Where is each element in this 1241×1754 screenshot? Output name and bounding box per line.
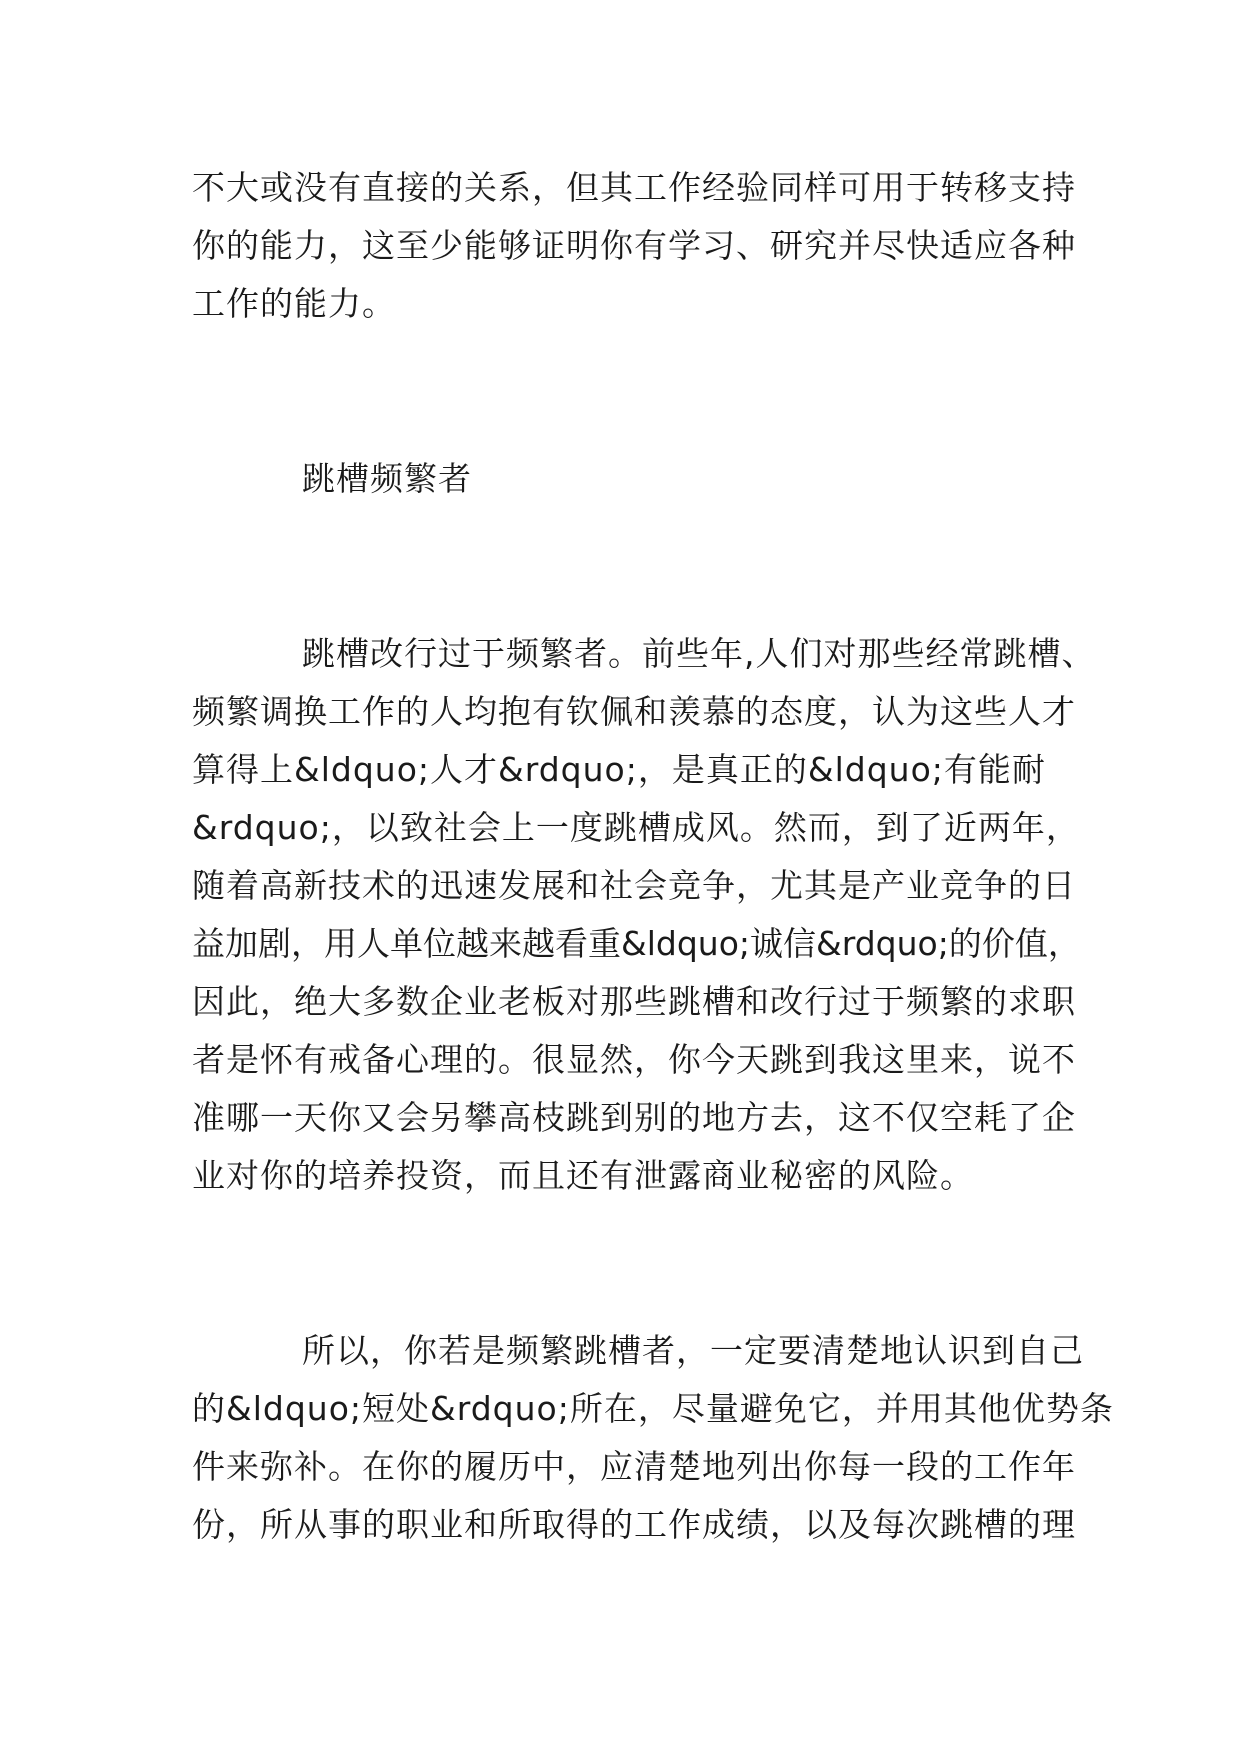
paragraph-1-line-2: 你的能力，这至少能够证明你有学习、研究并尽快适应各种 xyxy=(192,226,1076,265)
paragraph-2-line-9: 准哪一天你又会另攀高枝跳到别的地方去，这不仅空耗了企 xyxy=(192,1098,1076,1137)
paragraph-3-line-3: 件来弥补。在你的履历中，应清楚地列出你每一段的工作年 xyxy=(192,1447,1076,1486)
paragraph-2-line-8: 者是怀有戒备心理的。很显然，你今天跳到我这里来，说不 xyxy=(192,1040,1076,1079)
paragraph-2-line-6: 益加剧，用人单位越来越看重&ldquo;诚信&rdquo;的价值， xyxy=(192,924,1081,963)
paragraph-2-line-5: 随着高新技术的迅速发展和社会竞争，尤其是产业竞争的日 xyxy=(192,866,1076,905)
paragraph-3-line-2: 的&ldquo;短处&rdquo;所在，尽量避免它，并用其他优势条 xyxy=(192,1389,1114,1428)
paragraph-1-line-3: 工作的能力。 xyxy=(192,284,396,323)
paragraph-2-line-2: 频繁调换工作的人均抱有钦佩和羡慕的态度，认为这些人才 xyxy=(192,692,1076,731)
paragraph-2-line-7: 因此，绝大多数企业老板对那些跳槽和改行过于频繁的求职 xyxy=(192,982,1076,1021)
paragraph-2-line-4: &rdquo;，以致社会上一度跳槽成风。然而，到了近两年， xyxy=(192,808,1080,847)
paragraph-1-line-1: 不大或没有直接的关系，但其工作经验同样可用于转移支持 xyxy=(192,168,1076,207)
paragraph-3-line-4: 份，所从事的职业和所取得的工作成绩，以及每次跳槽的理 xyxy=(192,1505,1076,1544)
paragraph-2-line-3: 算得上&ldquo;人才&rdquo;，是真正的&ldquo;有能耐 xyxy=(192,750,1046,789)
section-heading: 跳槽频繁者 xyxy=(302,459,472,498)
paragraph-3-line-1: 所以，你若是频繁跳槽者，一定要清楚地认识到自己 xyxy=(302,1331,1084,1370)
paragraph-2-line-10: 业对你的培养投资，而且还有泄露商业秘密的风险。 xyxy=(192,1156,974,1195)
paragraph-2-line-1: 跳槽改行过于频繁者。前些年,人们对那些经常跳槽、 xyxy=(302,634,1096,673)
